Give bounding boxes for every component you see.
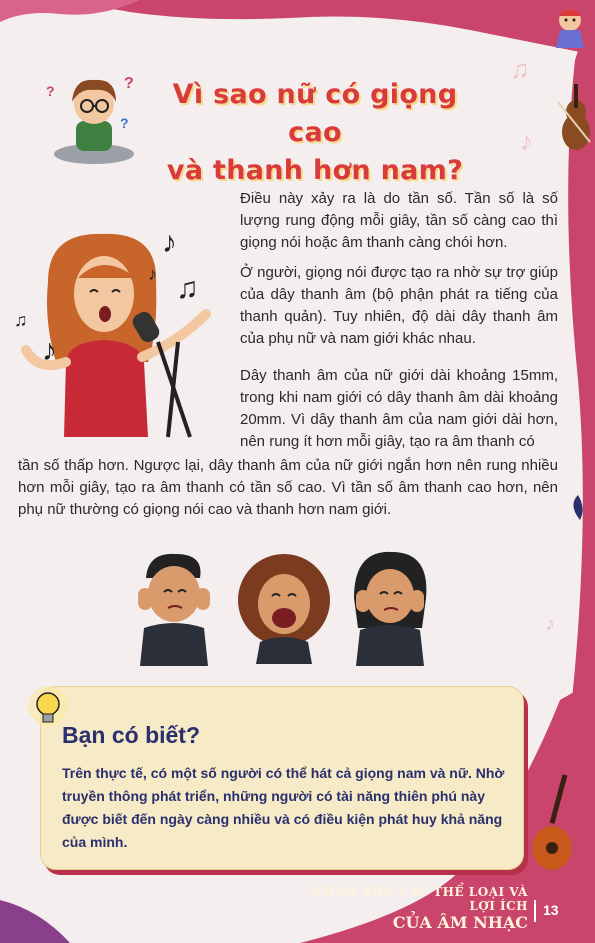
svg-text:♪: ♪: [520, 126, 533, 156]
footer-divider: [534, 900, 536, 922]
thinking-boy-icon: [44, 66, 144, 166]
title-line2: và thanh hơn nam?: [166, 155, 464, 186]
svg-text:?: ?: [124, 75, 134, 92]
girl-singing-icon: [228, 552, 340, 664]
music-note-icon: ♪: [148, 264, 157, 284]
music-note-icon: ♪: [42, 334, 57, 367]
page-title: [150, 76, 480, 190]
svg-text:?: ?: [120, 115, 129, 131]
girl-covering-ears-icon: [344, 548, 436, 668]
series-title-line2: CỦA ÂM NHẠC: [392, 913, 528, 932]
book-series-title: [296, 885, 528, 932]
svg-text:?: ?: [46, 83, 55, 99]
paragraph-length-part1: Dây thanh âm của nữ giới dài khoảng 15mm, trong khi nam giới có dây thanh âm dài khoảng 20mm. Vì dây thanh âm của nam giới dài hơn, nên rung ít hơn mỗi giây, tạo ra âm thanh có: [240, 367, 558, 450]
boy-covering-ears-icon: [128, 548, 220, 668]
cartoon-mascot-icon: [548, 4, 592, 54]
violin-icon: [556, 82, 592, 152]
guitar-icon: [526, 774, 586, 874]
music-note-icon: ♪: [162, 226, 177, 259]
svg-text:♫: ♫: [510, 54, 530, 84]
svg-text:♪: ♪: [545, 613, 555, 635]
paragraph-vocal-cords: Ở người, giọng nói được tạo ra nhờ sự trợ giúp của dây thanh âm (bộ phận phát ra tiếng của thanh quản). Tuy nhiên, độ dài dây thanh âm của phụ nữ và nam giới khác nhau.: [240, 264, 558, 347]
callout-title: Bạn có biết?: [62, 722, 201, 748]
singing-woman-icon: [8, 222, 236, 442]
paragraph-frequency: Điều này xảy ra là do tần số. Tần số là số lượng rung động mỗi giây, tần số càng cao thì giọng nói hoặc âm thanh càng chói hơn.: [240, 190, 558, 251]
paragraph-length-part2: tần số thấp hơn. Ngược lại, dây thanh âm của nữ giới ngắn hơn nên rung nhiều hơn mỗi giây, tạo ra âm thanh có tần số cao. Vì tần số âm thanh cao hơn, nên phụ nữ thường có giọng nói cao và thanh hơn nam giới.: [18, 457, 558, 518]
series-title-line1: KHÁM PHÁ CÁC THỂ LOẠI VÀ LỢI ÍCH: [311, 885, 528, 913]
callout-text: Trên thực tế, có một số người có thể hát cả giọng nam và nữ. Nhờ truyền thông phát triển, những người có tài năng thiên phú này được biết đến ngày càng nhiều và có điều kiện phát huy khả năng của mình.: [62, 765, 505, 850]
title-line1: Vì sao nữ có giọng cao: [172, 79, 458, 148]
music-note-icon: ♫: [176, 272, 199, 305]
music-note-icon: ♫: [14, 310, 28, 330]
page-number: 13: [543, 902, 559, 918]
